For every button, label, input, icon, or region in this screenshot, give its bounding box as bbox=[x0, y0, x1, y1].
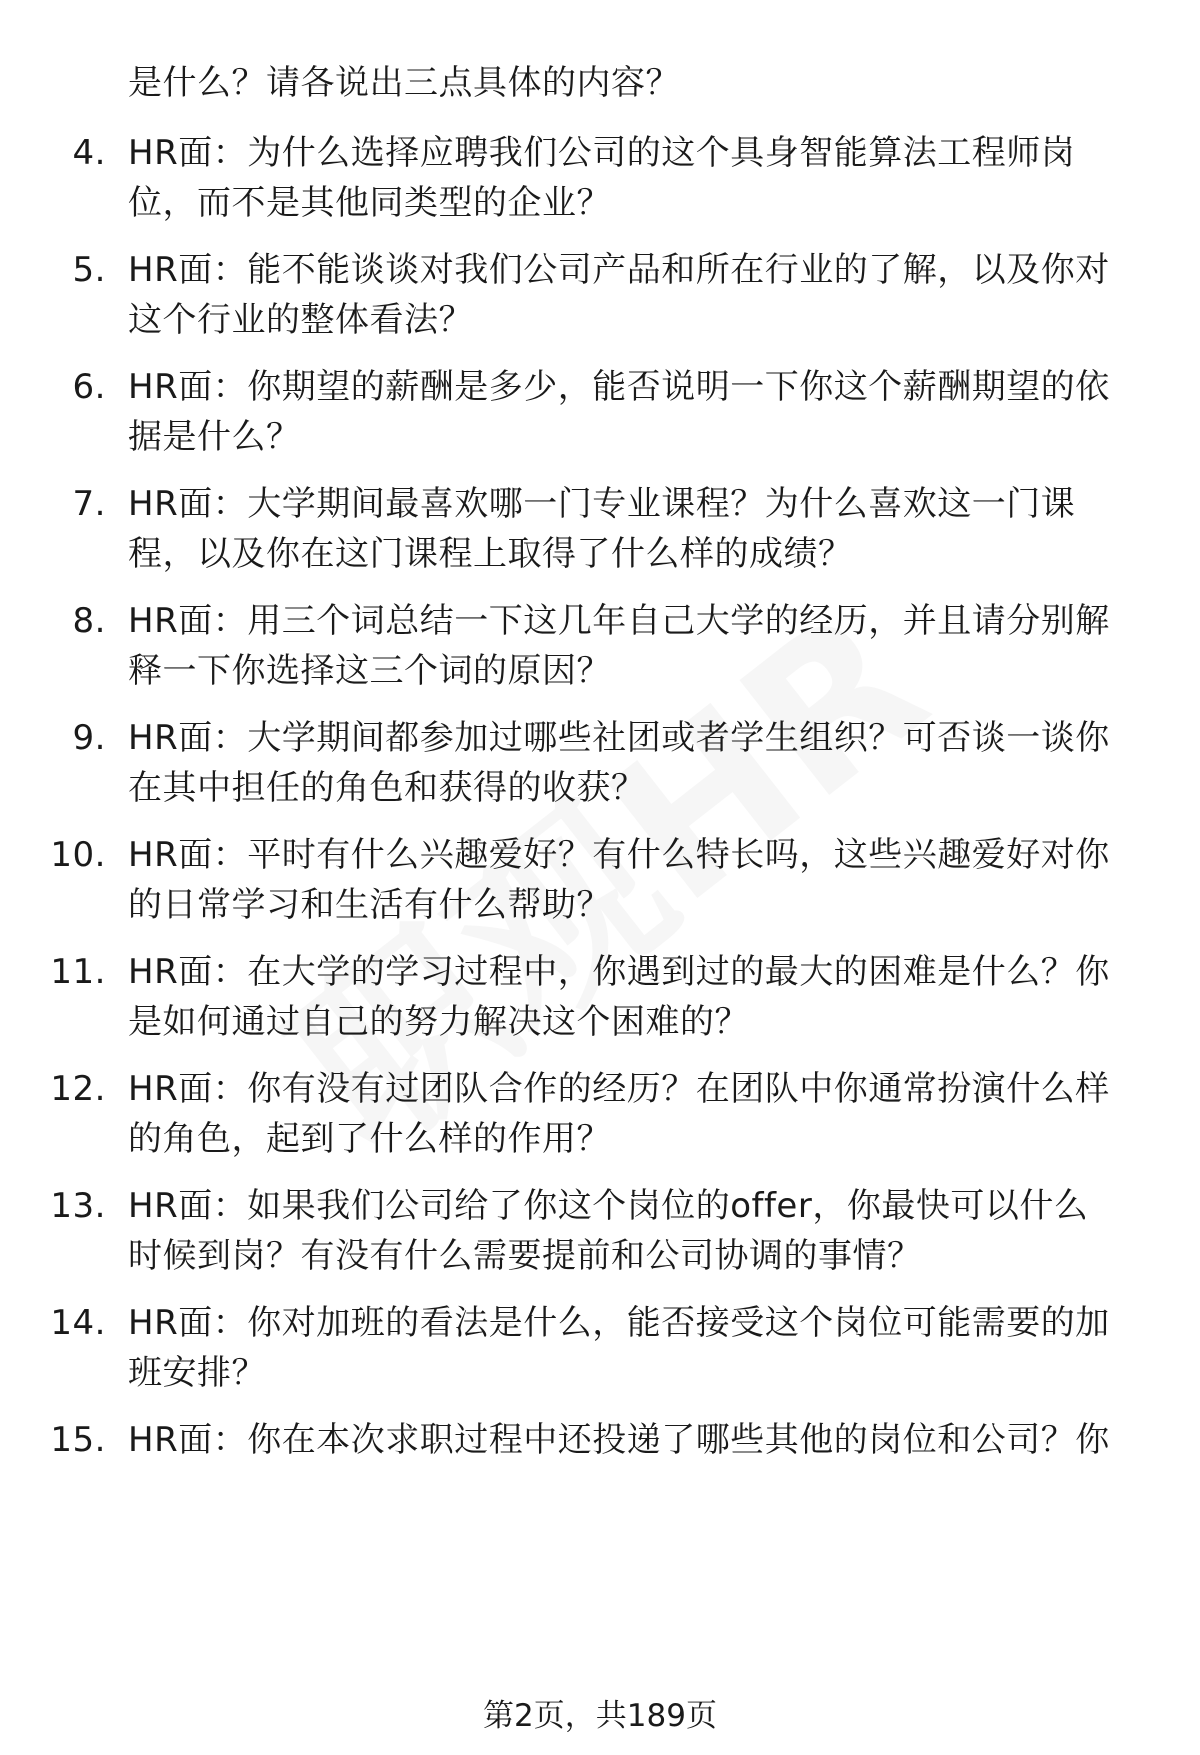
question-number: 11. bbox=[50, 952, 106, 992]
page-footer: 第2页，共189页 bbox=[483, 1698, 717, 1734]
question-text bbox=[128, 1415, 1168, 1465]
question-number: 8. bbox=[72, 601, 106, 641]
question-line: 班安排？ bbox=[128, 1353, 266, 1393]
question-line: HR面：你有没有过团队合作的经历？在团队中你通常扮演什么样 bbox=[128, 1069, 1110, 1109]
question-line: 的角色，起到了什么样的作用？ bbox=[128, 1119, 611, 1159]
question-text bbox=[128, 128, 1168, 228]
question-line: HR面：你期望的薪酬是多少，能否说明一下你这个薪酬期望的依 bbox=[128, 367, 1110, 407]
question-text bbox=[128, 479, 1168, 579]
question-line: HR面：在大学的学习过程中，你遇到过的最大的困难是什么？你 bbox=[128, 952, 1110, 992]
question-number: 7. bbox=[72, 484, 106, 524]
question-number: 14. bbox=[50, 1303, 106, 1343]
question-line: 据是什么？ bbox=[128, 417, 301, 457]
question-text bbox=[128, 596, 1168, 696]
question-line: HR面：如果我们公司给了你这个岗位的offer，你最快可以什么 bbox=[128, 1186, 1089, 1226]
question-line: HR面：用三个词总结一下这几年自己大学的经历，并且请分别解 bbox=[128, 601, 1110, 641]
question-text bbox=[128, 947, 1168, 1047]
question-line: 这个行业的整体看法？ bbox=[128, 300, 473, 340]
question-number: 12. bbox=[50, 1069, 106, 1109]
question-text bbox=[128, 830, 1168, 930]
question-number: 13. bbox=[50, 1186, 106, 1226]
question-text bbox=[128, 1064, 1168, 1164]
question-text bbox=[128, 362, 1168, 462]
question-line: HR面：平时有什么兴趣爱好？有什么特长吗，这些兴趣爱好对你 bbox=[128, 835, 1110, 875]
question-number: 10. bbox=[50, 835, 106, 875]
question-number: 5. bbox=[72, 250, 106, 290]
question-line: 时候到岗？有没有什么需要提前和公司协调的事情？ bbox=[128, 1236, 922, 1276]
question-line: HR面：你在本次求职过程中还投递了哪些其他的岗位和公司？你 bbox=[128, 1420, 1110, 1460]
question-line: 的日常学习和生活有什么帮助？ bbox=[128, 885, 611, 925]
question-line: 释一下你选择这三个词的原因？ bbox=[128, 651, 611, 691]
question-line: 位，而不是其他同类型的企业？ bbox=[128, 183, 611, 223]
question-line: HR面：大学期间都参加过哪些社团或者学生组织？可否谈一谈你 bbox=[128, 718, 1110, 758]
question-text bbox=[128, 1181, 1168, 1281]
question-line: HR面：大学期间最喜欢哪一门专业课程？为什么喜欢这一门课 bbox=[128, 484, 1076, 524]
question-line: 在其中担任的角色和获得的收获？ bbox=[128, 768, 646, 808]
question-number: 4. bbox=[72, 133, 106, 173]
question-text bbox=[128, 713, 1168, 813]
question-number: 9. bbox=[72, 718, 106, 758]
question-line: 程，以及你在这门课程上取得了什么样的成绩？ bbox=[128, 534, 853, 574]
question-line: HR面：能不能谈谈对我们公司产品和所在行业的了解，以及你对 bbox=[128, 250, 1110, 290]
question-text bbox=[128, 245, 1168, 345]
question-text bbox=[128, 1298, 1168, 1398]
continued-question-line: 是什么？请各说出三点具体的内容？ bbox=[128, 63, 680, 103]
question-line: HR面：为什么选择应聘我们公司的这个具身智能算法工程师岗 bbox=[128, 133, 1076, 173]
question-number: 6. bbox=[72, 367, 106, 407]
question-line: 是如何通过自己的努力解决这个困难的？ bbox=[128, 1002, 749, 1042]
question-number: 15. bbox=[50, 1420, 106, 1460]
question-line: HR面：你对加班的看法是什么，能否接受这个岗位可能需要的加 bbox=[128, 1303, 1110, 1343]
